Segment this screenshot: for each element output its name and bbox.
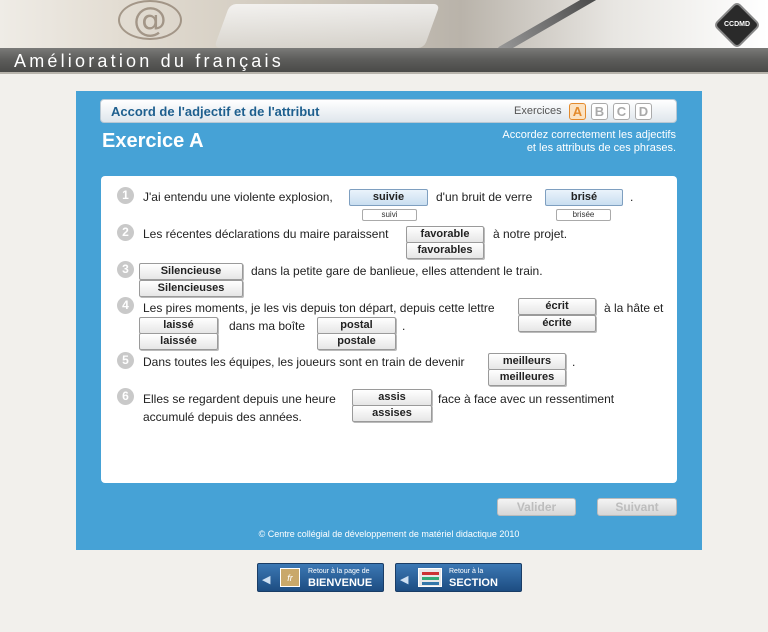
sentence-text: Elles se regardent depuis une heure — [143, 392, 336, 406]
back-arrow-icon: ◀ — [262, 574, 271, 586]
option-tag[interactable]: suivi — [362, 209, 417, 221]
next-button[interactable]: Suivant — [597, 498, 677, 516]
sentence-number: 1 — [117, 187, 134, 204]
section-thumbnail-icon — [418, 568, 442, 587]
header-banner — [0, 0, 768, 48]
sentence-number: 3 — [117, 261, 134, 278]
option-tag[interactable]: meilleurs — [488, 353, 566, 370]
exercise-title: Exercice A — [102, 130, 204, 152]
sentence-text: Dans toutes les équipes, les joueurs sont en train de devenir — [143, 355, 465, 369]
book-image — [214, 4, 440, 48]
sentence-text: Les récentes déclarations du maire paraissent — [143, 227, 389, 241]
copyright: © Centre collégial de développement de matériel didactique 2010 — [258, 529, 520, 539]
sentence-text: à la hâte et — [604, 301, 664, 315]
sentence-text: J'ai entendu une violente explosion, — [143, 190, 333, 204]
option-tag[interactable]: favorable — [406, 226, 484, 243]
at-symbol-image: @ — [118, 0, 182, 40]
exercise-panel — [76, 91, 702, 550]
sentence-text: d'un bruit de verre — [436, 190, 533, 204]
back-arrow-icon: ◀ — [400, 574, 409, 586]
exercise-c-button[interactable]: C — [613, 103, 630, 120]
exercise-d-button[interactable]: D — [635, 103, 652, 120]
sentence-text: face à face avec un ressentiment — [438, 392, 615, 406]
sentence-text: accumulé depuis des années. — [143, 410, 302, 424]
option-tag[interactable]: brisée — [556, 209, 611, 221]
sentence-number: 6 — [117, 388, 134, 405]
option-tag[interactable]: laissée — [139, 333, 218, 350]
option-tag[interactable]: postale — [317, 333, 396, 350]
sentences-card — [101, 176, 677, 483]
sentence-text: dans la petite gare de banlieue, elles attendent le train. — [251, 264, 543, 278]
sentence-text: . — [572, 355, 576, 369]
sentence-number: 4 — [117, 297, 134, 314]
section-button-line1: Retour à la — [449, 568, 484, 575]
home-button-line1: Retour à la page de — [308, 568, 370, 575]
option-tag[interactable]: écrite — [518, 315, 596, 332]
option-tag[interactable]: postal — [317, 317, 396, 334]
option-tag[interactable]: meilleures — [488, 369, 566, 386]
section-button-line2: SECTION — [449, 577, 498, 589]
sentence-text: à notre projet. — [493, 227, 568, 241]
answer-slot[interactable]: suivie — [349, 189, 428, 206]
section-title: Accord de l'adjectif et de l'attribut — [111, 104, 320, 119]
sentence-text: . — [402, 319, 406, 333]
title-bar — [0, 48, 768, 74]
sentence-text: . — [630, 190, 634, 204]
sentence-text: Les pires moments, je les vis depuis ton départ, depuis cette lettre — [143, 301, 495, 315]
sentence-number: 2 — [117, 224, 134, 241]
validate-button[interactable]: Valider — [497, 498, 576, 516]
sentence-text: dans ma boîte — [229, 319, 306, 333]
option-tag[interactable]: écrit — [518, 298, 596, 315]
option-tag[interactable]: Silencieuses — [139, 280, 243, 297]
app-title: Amélioration du français — [14, 51, 284, 71]
answer-slot[interactable]: brisé — [545, 189, 623, 206]
instructions: Accordez correctement les adjectifs et les attributs de ces phrases. — [502, 129, 676, 154]
pen-image — [496, 0, 604, 48]
option-tag[interactable]: assis — [352, 389, 432, 406]
section-button[interactable] — [395, 563, 522, 592]
fr-icon: fr — [280, 568, 300, 587]
section-header — [100, 99, 677, 123]
home-button[interactable] — [257, 563, 384, 592]
option-tag[interactable]: favorables — [406, 242, 484, 259]
option-tag[interactable]: assises — [352, 405, 432, 422]
exercises-label: Exercices — [514, 105, 562, 117]
option-tag[interactable]: Silencieuse — [139, 263, 243, 280]
exercise-a-button[interactable]: A — [569, 103, 586, 120]
sentence-number: 5 — [117, 352, 134, 369]
ccdmd-logo: CCDMD — [713, 1, 761, 48]
exercise-b-button[interactable]: B — [591, 103, 608, 120]
option-tag[interactable]: laissé — [139, 317, 218, 334]
home-button-line2: BIENVENUE — [308, 577, 373, 589]
